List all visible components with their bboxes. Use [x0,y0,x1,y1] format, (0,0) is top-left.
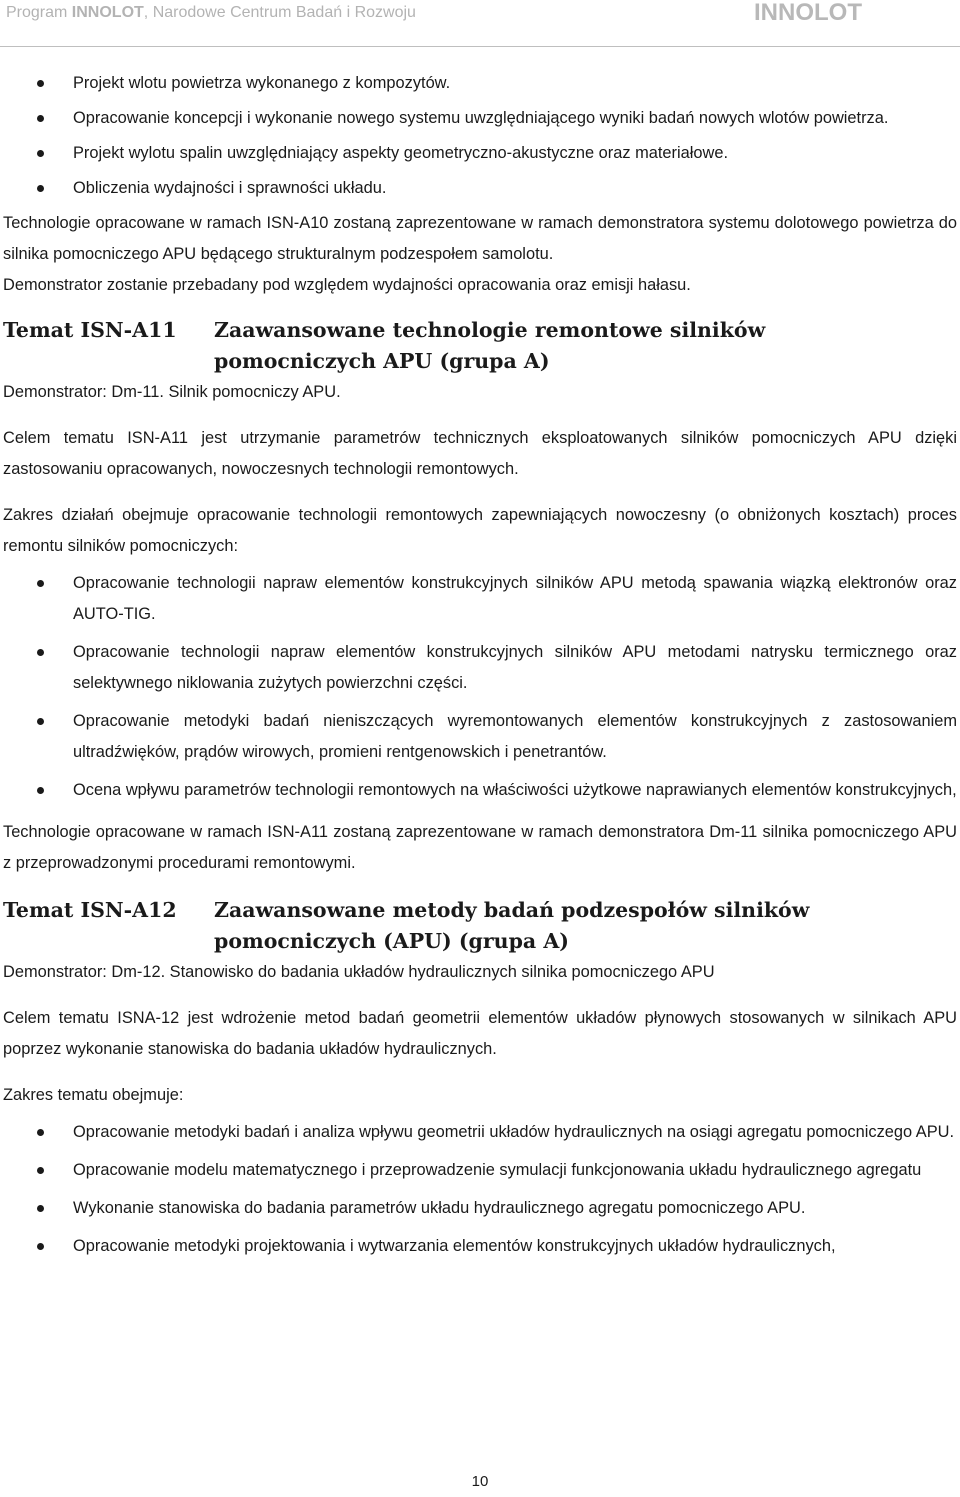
topic-title-line-1: Zaawansowane technologie remontowe silników [214,318,766,342]
list-item: Projekt wylotu spalin uwzględniający aspekty geometryczno-akustyczne oraz materiałowe. [3,138,957,169]
topic-title-line-1: Zaawansowane metody badań podzespołów silników [214,898,810,922]
closing-paragraph: Technologie opracowane w ramach ISN-A11 zostaną zaprezentowane w ramach demonstratora Dm-11 silnika pomocniczego APU z przeprowadzonymi procedurami remontowymi. [3,823,957,872]
list-item: Obliczenia wydajności i sprawności układu. [3,173,957,204]
list-item: Opracowanie metodyki badań i analiza wpływu geometrii układów hydraulicznych na osiągi agregatu pomocniczego APU. [3,1117,957,1148]
topic-title-line-2: pomocniczych APU (grupa A) [214,349,550,373]
goal-paragraph: Celem tematu ISN-A11 jest utrzymanie parametrów technicznych eksploatowanych silników pomocniczych APU dzięki zastosowaniu opracowanych, nowoczesnych technologii remontowych. [3,429,957,478]
list-item: Wykonanie stanowiska do badania parametrów układu hydraulicznego agregatu pomocniczego APU. [3,1193,957,1224]
header-program-title [6,4,416,22]
list-item: Projekt wlotu powietrza wykonanego z kompozytów. [3,68,957,99]
topic-label: Temat ISN-A11 [3,318,177,342]
topic-heading-a11 [3,315,957,377]
demonstrator-line: Demonstrator: Dm-11. Silnik pomocniczy APU. [3,383,341,401]
list-item: Opracowanie metodyki badań nieniszczących wyremontowanych elementów konstrukcyjnych z zastosowaniem ultradźwięków, prądów wirowych, promieni rentgenowskich i penetrantów. [3,706,957,768]
scope-paragraph: Zakres tematu obejmuje: [3,1086,184,1104]
a12-bullet-list [3,1117,957,1262]
topic-label: Temat ISN-A12 [3,898,177,922]
topic-title [214,315,957,377]
topic-title [214,895,957,957]
demonstrator-line: Demonstrator: Dm-12. Stanowisko do badania układów hydraulicznych silnika pomocniczego APU [3,963,715,981]
header-prefix: Program [6,4,72,21]
page-number: 10 [471,1473,489,1490]
list-item: Opracowanie technologii napraw elementów konstrukcyjnych silników APU metodą spawania wiązką elektronów oraz AUTO-TIG. [3,568,957,630]
scope-paragraph: Zakres działań obejmuje opracowanie technologii remontowych zapewniających nowoczesny (o obniżonych kosztach) proces remontu silników pomocniczych: [3,506,957,555]
topic-heading-a12 [3,895,957,957]
page-body [3,68,957,1269]
topic-title-line-2: pomocniczych (APU) (grupa A) [214,929,569,953]
intro-bullet-list [3,68,957,204]
list-item: Ocena wpływu parametrów technologii remontowych na właściwości użytkowe naprawianych elementów konstrukcyjnych, [3,775,957,806]
a10-paragraph: Technologie opracowane w ramach ISN-A10 zostaną zaprezentowane w ramach demonstratora systemu dolotowego powietrza do silnika pomocniczego APU będącego strukturalnym podzespołem samolotu. [3,214,957,263]
header-program-name: INNOLOT [71,4,144,21]
a10-paragraph-2: Demonstrator zostanie przebadany pod względem wydajności opracowania oraz emisji hałasu. [3,276,691,294]
list-item: Opracowanie technologii napraw elementów konstrukcyjnych silników APU metodami natrysku termicznego oraz selektywnego niklowania zużytych powierzchni części. [3,637,957,699]
header-logo-text: INNOLOT [754,0,862,26]
header-suffix: , Narodowe Centrum Badań i Rozwoju [143,4,416,21]
page-header [0,0,960,47]
list-item: Opracowanie metodyki projektowania i wytwarzania elementów konstrukcyjnych układów hydraulicznych, [3,1231,957,1262]
list-item: Opracowanie koncepcji i wykonanie nowego systemu uwzględniającego wyniki badań nowych wlotów powietrza. [3,103,957,134]
a11-bullet-list [3,568,957,806]
goal-paragraph: Celem tematu ISNA-12 jest wdrożenie metod badań geometrii elementów układów płynowych stosowanych w silnikach APU poprzez wykonanie stanowiska do badania układów hydraulicznych. [3,1009,957,1058]
list-item: Opracowanie modelu matematycznego i przeprowadzenie symulacji funkcjonowania układu hydraulicznego agregatu [3,1155,957,1186]
